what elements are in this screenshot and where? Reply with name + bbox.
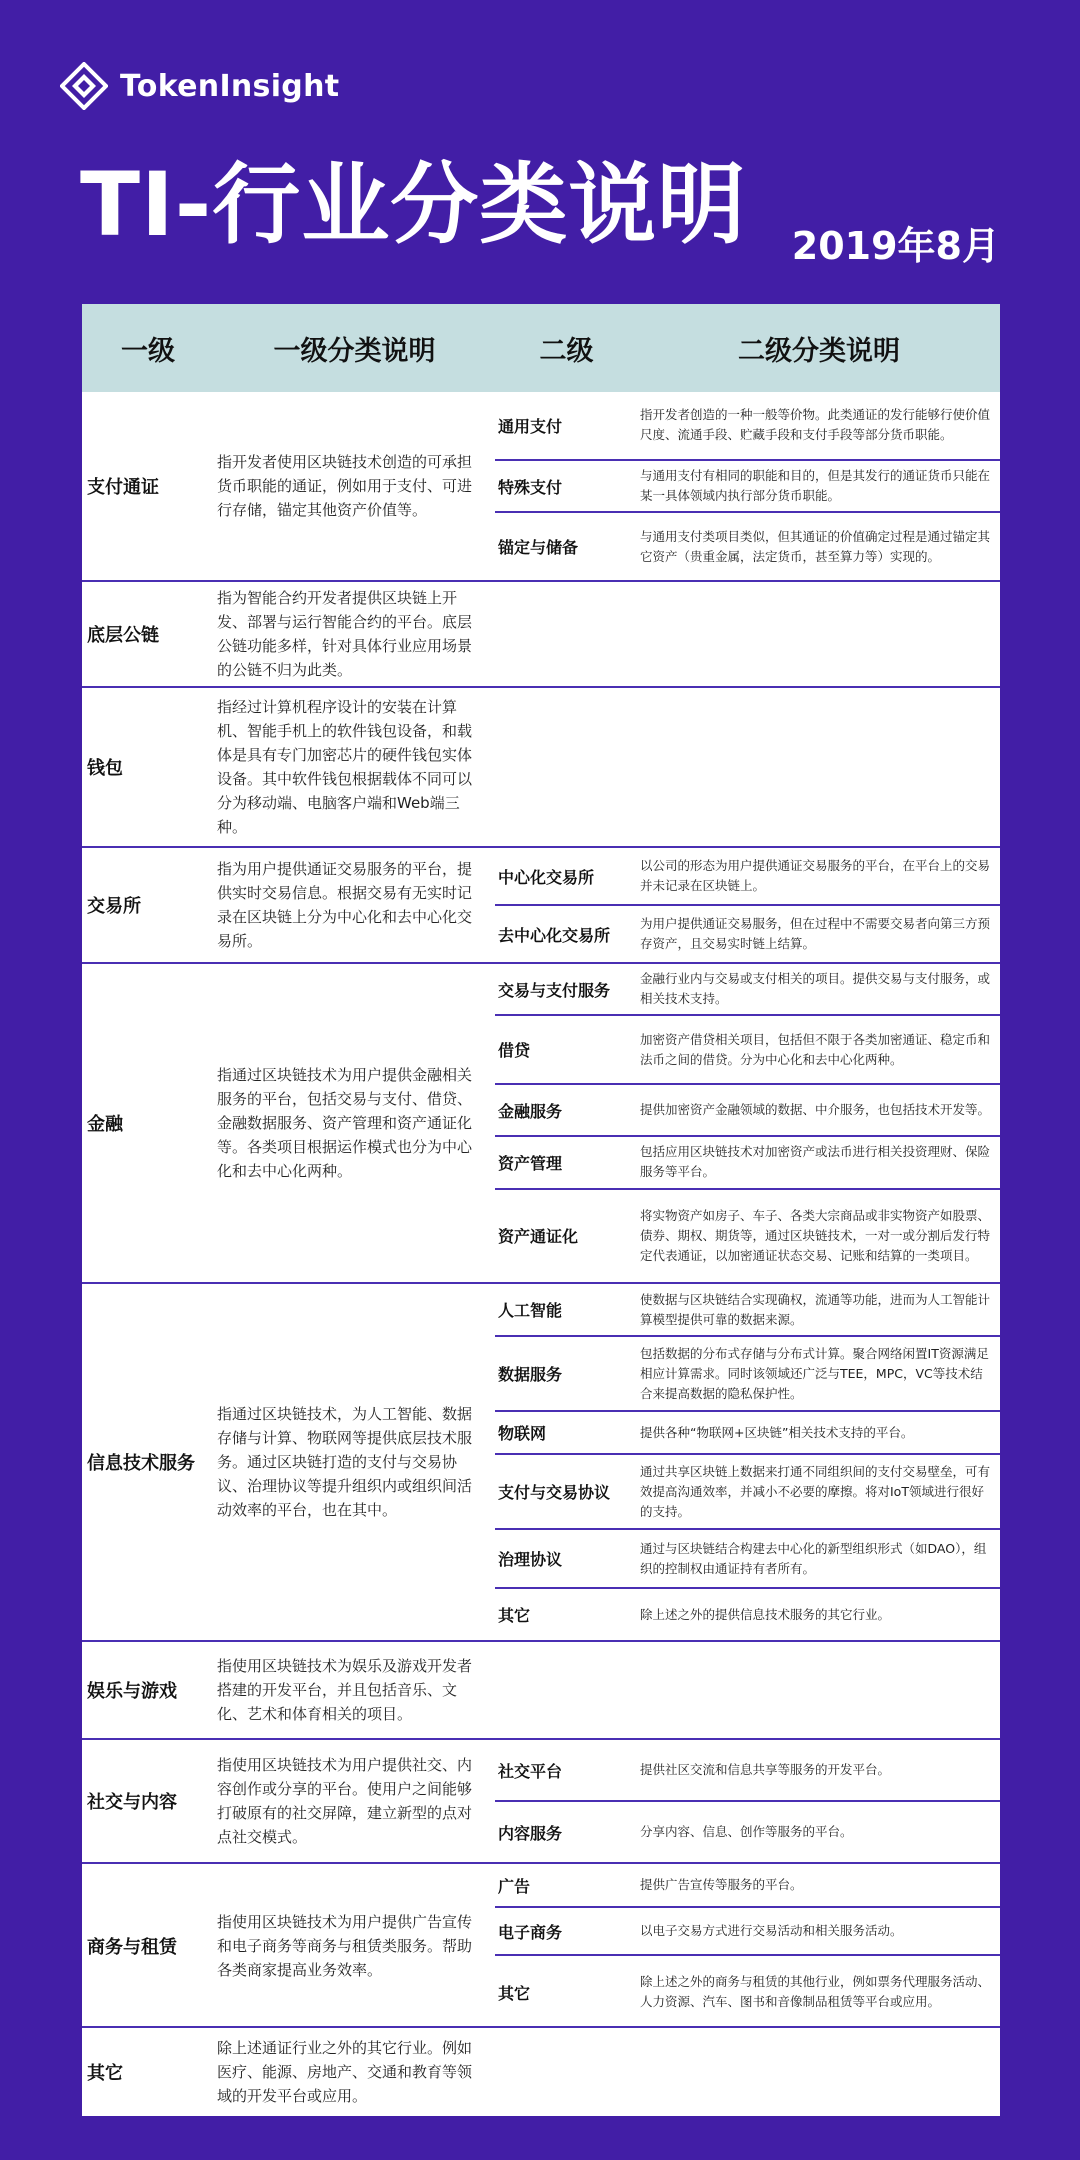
level2-name: 广告 — [498, 1876, 531, 1896]
level2-row — [495, 1740, 1000, 1802]
level1-desc: 指通过区块链技术，为人工智能、数据存储与计算、物联网等提供底层技术服务。通过区块链打造的支付与交易协议、治理协议等提升组织内或组织间活动效率的平台，也在其中。 — [217, 1405, 473, 1519]
level2-row — [495, 392, 1000, 461]
level1-desc: 指开发者使用区块链技术创造的可承担货币职能的通证，例如用于支付、可进行存储，锚定其他资产价值等。 — [217, 453, 473, 519]
level1-name: 娱乐与游戏 — [87, 1681, 177, 1702]
level2-name: 电子商务 — [498, 1922, 563, 1942]
level2-row — [495, 1137, 1000, 1189]
level1-name: 钱包 — [87, 758, 123, 779]
level2-desc: 提供社区交流和信息共享等服务的开发平台。 — [640, 1762, 891, 1777]
level2-row — [495, 906, 1000, 962]
level2-list — [495, 1864, 1000, 2028]
level1-desc: 指为智能合约开发者提供区块链上开发、部署与运行智能合约的平台。底层公链功能多样，针对具体行业应用场景的公链不归为此类。 — [217, 589, 473, 679]
level2-row — [495, 848, 1000, 906]
level2-desc: 包括应用区块链技术对加密资产或法币进行相关投资理财、保险服务等平台。 — [640, 1144, 991, 1180]
level2-list — [495, 582, 1000, 686]
table-row-group — [82, 848, 1000, 964]
level2-row — [495, 964, 1000, 1016]
level2-name: 去中心化交易所 — [498, 925, 611, 945]
column-header: 一级分类说明 — [273, 335, 436, 367]
level1-desc: 指经过计算机程序设计的安装在计算机、智能手机上的软件钱包设备，和载体是具有专门加密芯片的硬件钱包实体设备。其中软件钱包根据载体不同可以分为移动端、电脑客户端和Web端三种。 — [217, 698, 473, 836]
level1-name: 金融 — [87, 1114, 123, 1135]
level2-desc: 将实物资产如房子、车子、各类大宗商品或非实物资产如股票、债券、期权、期货等，通过区块链技术，一对一或分割后发行特定代表通证，以加密通证状态交易、记账和结算的一类项目。 — [640, 1207, 991, 1263]
table-row-group — [82, 688, 1000, 848]
level1-name: 信息技术服务 — [87, 1453, 195, 1474]
level2-row — [495, 1455, 1000, 1530]
table-row-group — [82, 582, 1000, 688]
page-title: TI-行业分类说明 — [80, 153, 747, 256]
level2-list — [495, 1642, 1000, 1738]
level2-list — [495, 688, 1000, 846]
level2-row — [495, 1085, 1000, 1137]
level1-desc: 指使用区块链技术为用户提供社交、内容创作或分享的平台。使用户之间能够打破原有的社交屏障，建立新型的点对点社交模式。 — [217, 1756, 473, 1846]
brand-logo — [60, 60, 339, 112]
brand-name: TokenInsight — [120, 68, 340, 104]
level1-name: 底层公链 — [87, 625, 159, 646]
level2-list — [495, 964, 1000, 1282]
level1-desc: 除上述通证行业之外的其它行业。例如医疗、能源、房地产、交通和教育等领域的开发平台或应用。 — [217, 2039, 473, 2105]
level2-name: 资产管理 — [498, 1153, 563, 1173]
level2-row — [495, 1530, 1000, 1589]
level2-name: 支付与交易协议 — [498, 1483, 611, 1502]
level2-desc: 分享内容、信息、创作等服务的平台。 — [640, 1824, 853, 1839]
level2-name: 其它 — [498, 1983, 531, 2003]
level2-desc: 为用户提供通证交易服务，但在过程中不需要交易者向第三方预存资产，且交易实时链上结算。 — [640, 916, 991, 951]
level2-list — [495, 392, 1000, 580]
level2-desc: 以公司的形态为用户提供通证交易服务的平台，在平台上的交易并未记录在区块链上。 — [640, 858, 991, 893]
level2-desc: 与通用支付有相同的职能和目的，但是其发行的通证货币只能在某一具体领域内执行部分货币职能。 — [640, 468, 991, 503]
column-header: 一级 — [121, 335, 175, 367]
level2-row — [495, 1864, 1000, 1908]
level2-list — [495, 2028, 1000, 2116]
table-row-group — [82, 1864, 1000, 2028]
level1-name: 社交与内容 — [87, 1792, 177, 1813]
level2-row — [495, 1802, 1000, 1862]
level2-desc: 加密资产借贷相关项目，包括但不限于各类加密通证、稳定币和法币之间的借贷。分为中心化和去中心化两种。 — [640, 1031, 991, 1067]
level2-row — [495, 1016, 1000, 1084]
level1-desc: 指为用户提供通证交易服务的平台，提供实时交易信息。根据交易有无实时记录在区块链上分为中心化和去中心化交易所。 — [217, 860, 473, 950]
table-row-group — [82, 1740, 1000, 1864]
level2-desc: 与通用支付类项目类似，但其通证的价值确定过程是通过锚定其它资产（贵重金属，法定货币，甚至算力等）实现的。 — [640, 528, 991, 564]
tokeninsight-logo-icon — [60, 62, 108, 110]
level1-name: 支付通证 — [87, 477, 159, 498]
level2-row — [495, 1284, 1000, 1337]
level2-desc: 指开发者创造的一种一般等价物。此类通证的发行能够行使价值尺度、流通手段、贮藏手段和支付手段等部分货币职能。 — [640, 407, 991, 443]
level2-name: 借贷 — [498, 1041, 531, 1061]
level2-row — [495, 513, 1000, 580]
level1-desc: 指使用区块链技术为娱乐及游戏开发者搭建的开发平台，并且包括音乐、文化、艺术和体育相关的项目。 — [217, 1657, 473, 1723]
level2-name: 资产通证化 — [498, 1227, 579, 1247]
level2-name: 交易与支付服务 — [498, 980, 611, 1000]
level2-name: 其它 — [498, 1606, 531, 1625]
classification-table — [82, 304, 1000, 2116]
table-row-group — [82, 1284, 1000, 1642]
level2-list — [495, 1740, 1000, 1862]
level2-row — [495, 1956, 1000, 2028]
level1-desc: 指使用区块链技术为用户提供广告宣传和电子商务等商务与租赁类服务。帮助各类商家提高业务效率。 — [217, 1913, 473, 1979]
level2-list — [495, 1284, 1000, 1640]
table-header — [82, 304, 1000, 392]
level2-name: 人工智能 — [498, 1301, 563, 1320]
page-date: 2019年8月 — [791, 224, 1000, 268]
level2-row — [495, 1337, 1000, 1412]
level2-desc: 除上述之外的商务与租赁的其他行业，例如票务代理服务活动、人力资源、汽车、图书和音像制品租赁等平台或应用。 — [640, 1974, 991, 2009]
level2-desc: 提供各种“物联网+区块链”相关技术支持的平台。 — [640, 1424, 914, 1440]
level1-name: 交易所 — [87, 896, 141, 917]
level2-row — [495, 1190, 1000, 1282]
level2-desc: 除上述之外的提供信息技术服务的其它行业。 — [640, 1606, 891, 1622]
level2-desc: 金融行业内与交易或支付相关的项目。提供交易与支付服务，或相关技术支持。 — [640, 971, 991, 1007]
table-row-group — [82, 964, 1000, 1284]
level2-desc: 通过共享区块链上数据来打通不同组织间的支付交易壁垒，可有效提高沟通效率，并减小不必要的摩擦。将对IoT领域进行很好的支持。 — [640, 1463, 991, 1519]
level1-name: 其它 — [87, 2063, 123, 2084]
level2-row — [495, 1908, 1000, 1956]
column-header: 二级分类说明 — [738, 335, 900, 367]
level2-desc: 使数据与区块链结合实现确权，流通等功能，进而为人工智能计算模型提供可靠的数据来源。 — [640, 1291, 991, 1327]
level2-desc: 包括数据的分布式存储与分布式计算。聚合网络闲置IT资源满足相应计算需求。同时该领域还广泛与TEE，MPC，VC等技术结合来提高数据的隐私保护性。 — [640, 1345, 989, 1401]
level2-desc: 提供加密资产金融领域的数据、中介服务，也包括技术开发等。 — [640, 1102, 991, 1118]
level1-desc: 指通过区块链技术为用户提供金融相关服务的平台，包括交易与支付、借贷、金融数据服务、资产管理和资产通证化等。各类项目根据运作模式也分为中心化和去中心化两种。 — [217, 1066, 473, 1180]
level1-name: 商务与租赁 — [87, 1937, 177, 1958]
level2-name: 内容服务 — [498, 1823, 563, 1843]
level2-name: 数据服务 — [498, 1365, 563, 1384]
table-row-group — [82, 2028, 1000, 2116]
level2-desc: 以电子交易方式进行交易活动和相关服务活动。 — [640, 1923, 903, 1938]
level2-row — [495, 1589, 1000, 1640]
level2-name: 治理协议 — [498, 1550, 563, 1569]
column-header: 二级 — [539, 335, 594, 367]
level2-name: 锚定与储备 — [498, 538, 579, 558]
level2-list — [495, 848, 1000, 962]
level2-name: 通用支付 — [498, 416, 563, 436]
table-row-group — [82, 1642, 1000, 1740]
level2-desc: 提供广告宣传等服务的平台。 — [640, 1877, 803, 1892]
level2-name: 金融服务 — [498, 1101, 563, 1121]
level2-row — [495, 1412, 1000, 1455]
level2-row — [495, 461, 1000, 514]
level2-desc: 通过与区块链结合构建去中心化的新型组织形式（如DAO），组织的控制权由通证持有者所有。 — [640, 1540, 987, 1576]
table-row-group — [82, 392, 1000, 582]
level2-name: 特殊支付 — [498, 477, 563, 497]
level2-name: 中心化交易所 — [498, 867, 595, 887]
level2-name: 社交平台 — [498, 1761, 563, 1781]
level2-name: 物联网 — [498, 1424, 547, 1443]
